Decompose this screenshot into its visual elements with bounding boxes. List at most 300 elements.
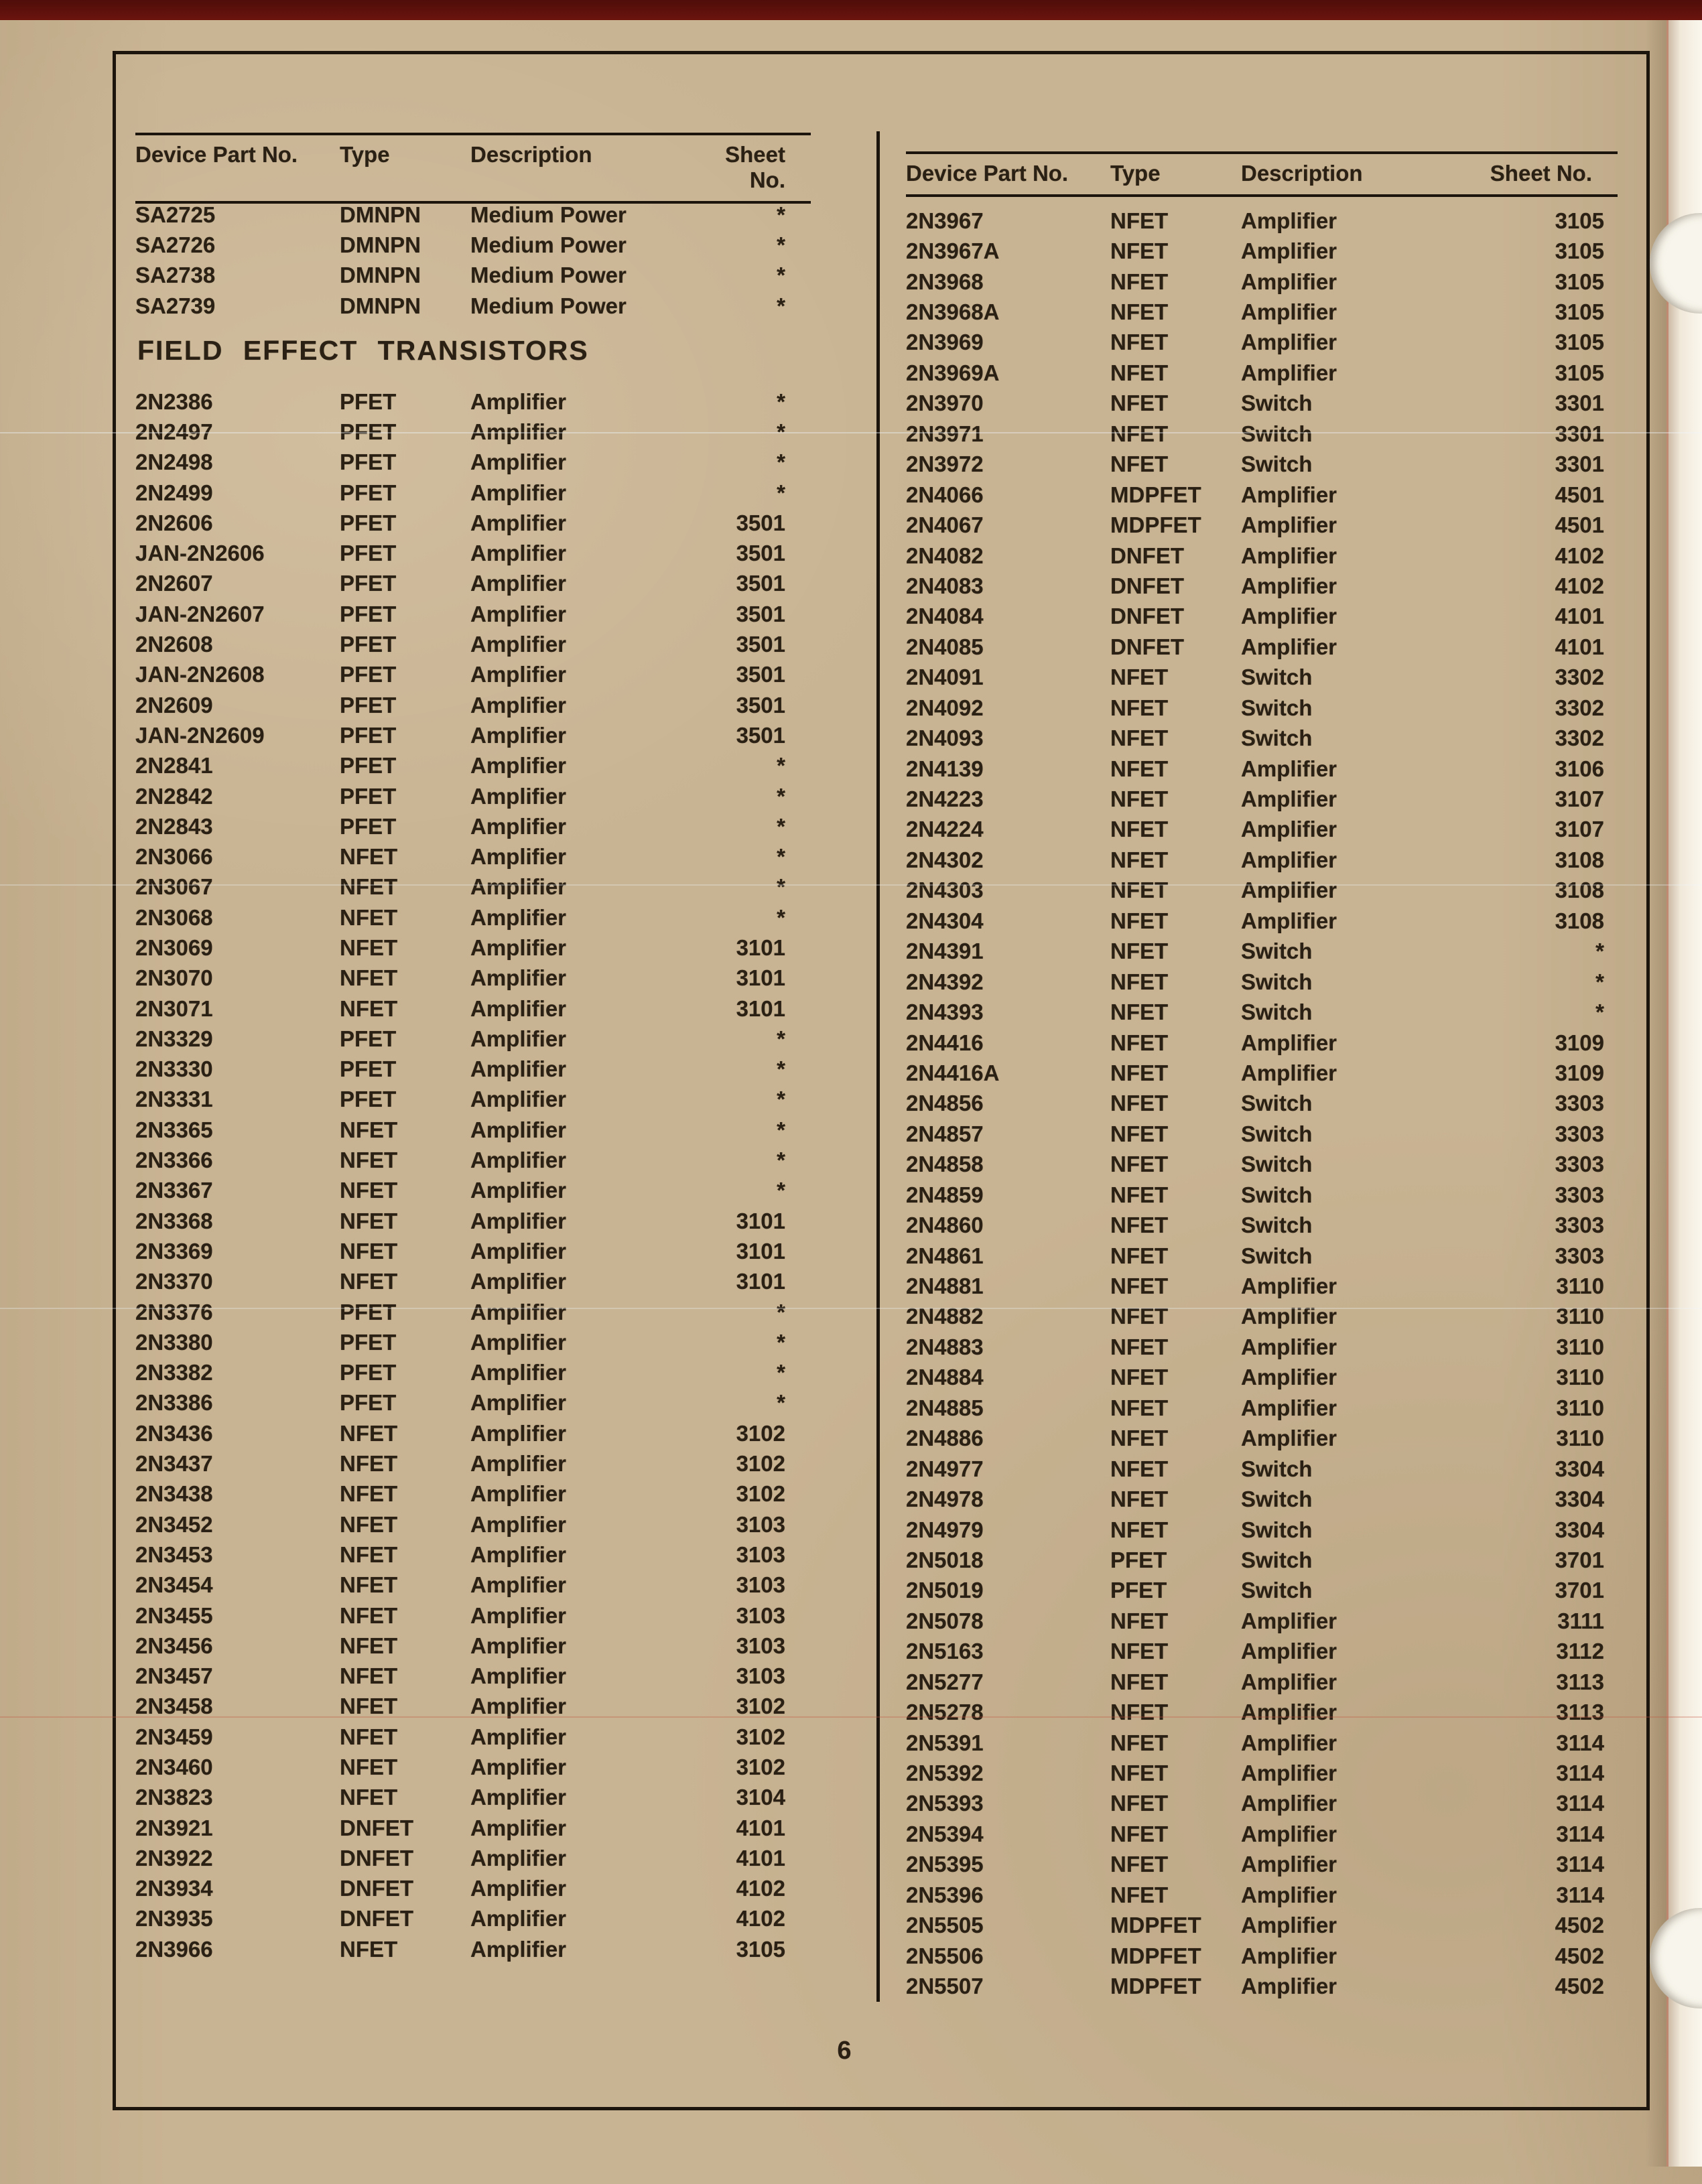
cell-part: 2N4304 [906, 908, 984, 933]
cell-desc: Switch [1241, 1121, 1313, 1146]
cell-part: 2N4859 [906, 1182, 984, 1207]
cell-sheet: 3303 [1555, 1243, 1604, 1268]
cell-type: NFET [1110, 1426, 1169, 1451]
cell-type: NFET [340, 965, 398, 991]
cell-part: 2N4302 [906, 847, 984, 872]
cell-sheet: 3501 [736, 692, 785, 718]
cell-desc: Amplifier [470, 692, 567, 718]
table-row [906, 1971, 1618, 2001]
table-row [135, 1297, 811, 1327]
table-row [135, 872, 811, 902]
cell-part: 2N5277 [906, 1669, 984, 1694]
cell-desc: Amplifier [470, 1056, 567, 1082]
cell-type: PFET [340, 1360, 397, 1385]
table-row [135, 1600, 811, 1631]
cell-part: 2N5278 [906, 1700, 984, 1725]
cell-sheet: * [777, 1178, 785, 1203]
table-left-intro-rows [135, 200, 811, 321]
cell-sheet: 3102 [736, 1481, 785, 1507]
table-row [906, 1606, 1618, 1636]
cell-part: 2N5396 [906, 1882, 984, 1907]
cell-part: 2N3454 [135, 1572, 213, 1598]
table-row [906, 1515, 1618, 1545]
cell-type: MDPFET [1110, 1943, 1201, 1968]
table-row [906, 1119, 1618, 1149]
cell-sheet: 3107 [1555, 817, 1604, 842]
cell-desc: Amplifier [470, 571, 567, 596]
cell-desc: Amplifier [1241, 1395, 1337, 1420]
table-row [135, 1267, 811, 1297]
cell-sheet: * [777, 1299, 785, 1324]
cell-desc: Amplifier [470, 510, 567, 535]
cell-part: 2N3968 [906, 269, 984, 294]
table-row [906, 328, 1618, 358]
cell-part: 2N4884 [906, 1365, 984, 1390]
cell-desc: Amplifier [1241, 908, 1337, 933]
table-row [135, 902, 811, 933]
table-row [906, 236, 1618, 266]
table-row [906, 1089, 1618, 1119]
cell-part: 2N4067 [906, 513, 984, 538]
cell-part: 2N3934 [135, 1876, 213, 1901]
cell-desc: Amplifier [470, 1876, 567, 1901]
cell-desc: Switch [1241, 1152, 1313, 1177]
cell-sheet: 3501 [736, 601, 785, 626]
table-row [135, 599, 811, 629]
cell-sheet: 3101 [736, 996, 785, 1021]
cell-desc: Amplifier [470, 1815, 567, 1840]
cell-desc: Amplifier [1241, 330, 1337, 355]
cell-type: PFET [340, 783, 397, 809]
cell-sheet: 3301 [1555, 452, 1604, 477]
table-row [135, 629, 811, 659]
cell-type: NFET [1110, 1365, 1169, 1390]
cell-sheet: * [777, 753, 785, 778]
cell-desc: Switch [1241, 1517, 1313, 1542]
cell-desc: Amplifier [1241, 787, 1337, 812]
cell-desc: Amplifier [470, 935, 567, 960]
cell-sheet: 3105 [1555, 330, 1604, 355]
cell-part: 2N3968A [906, 299, 1000, 325]
cell-type: MDPFET [1110, 1913, 1201, 1938]
cell-desc: Amplifier [1241, 238, 1337, 264]
cell-sheet: 3303 [1555, 1091, 1604, 1116]
cell-part: 2N3330 [135, 1056, 213, 1082]
table-row [906, 1180, 1618, 1210]
cell-sheet: * [777, 1390, 785, 1416]
cell-type: NFET [1110, 1243, 1169, 1268]
table-row [135, 720, 811, 750]
cell-type: NFET [1110, 1730, 1169, 1755]
cell-desc: Amplifier [1241, 573, 1337, 598]
cell-part: 2N5395 [906, 1852, 984, 1877]
table-row [135, 1448, 811, 1479]
cell-sheet: 3302 [1555, 695, 1604, 720]
cell-sheet: 3106 [1555, 756, 1604, 781]
cell-type: NFET [1110, 1669, 1169, 1694]
cell-sheet: 3304 [1555, 1456, 1604, 1481]
table-row [135, 1206, 811, 1236]
cell-part: 2N2386 [135, 389, 213, 414]
cell-type: NFET [340, 1755, 398, 1779]
cell-part: 2N3459 [135, 1724, 213, 1749]
cell-sheet: 3110 [1556, 1365, 1604, 1390]
cell-type: PFET [340, 601, 397, 626]
cell-part: 2N4085 [906, 634, 984, 659]
cell-desc: Switch [1241, 665, 1313, 690]
table-row [135, 387, 811, 417]
cell-type: DMNPN [340, 202, 421, 227]
cell-type: DNFET [340, 1876, 413, 1901]
cell-desc: Amplifier [1241, 482, 1337, 507]
cell-part: 2N3458 [135, 1694, 213, 1719]
cell-part: 2N3456 [135, 1633, 213, 1658]
cell-desc: Amplifier [1241, 1943, 1337, 1968]
cell-desc: Amplifier [470, 1845, 567, 1870]
cell-sheet: 3103 [736, 1572, 785, 1598]
table-row [906, 571, 1618, 601]
cell-part: 2N3329 [135, 1026, 213, 1051]
cell-sheet: 3102 [736, 1420, 785, 1446]
cell-sheet: 3102 [736, 1451, 785, 1477]
cell-sheet: * [777, 1026, 785, 1051]
cell-part: 2N5018 [906, 1547, 984, 1572]
cell-type: NFET [1110, 299, 1169, 325]
cell-sheet: 3105 [1555, 238, 1604, 264]
cell-desc: Amplifier [1241, 1274, 1337, 1299]
cell-part: 2N2841 [135, 753, 213, 778]
cell-type: NFET [1110, 1882, 1169, 1907]
cell-part: 2N3370 [135, 1269, 213, 1294]
cell-part: 2N3966 [135, 1936, 213, 1962]
cell-sheet: * [777, 389, 785, 414]
table-row [906, 358, 1618, 388]
cell-type: NFET [340, 1663, 398, 1689]
cell-desc: Amplifier [470, 662, 567, 687]
table-row [906, 632, 1618, 662]
header-device-part-no: Device Part No. [906, 161, 1069, 186]
cell-part: 2N4224 [906, 817, 984, 842]
table-row [135, 261, 811, 291]
table-row [906, 937, 1618, 967]
cell-part: 2N3437 [135, 1451, 213, 1477]
cell-type: NFET [1110, 939, 1169, 964]
cell-desc: Amplifier [470, 1663, 567, 1689]
cell-sheet: 3114 [1556, 1882, 1604, 1907]
cell-sheet: * [777, 1329, 785, 1355]
cell-sheet: 3101 [736, 1269, 785, 1294]
table-row [135, 230, 811, 260]
cell-sheet: 3303 [1555, 1182, 1604, 1207]
cell-part: 2N3369 [135, 1238, 213, 1264]
cell-sheet: 3114 [1556, 1791, 1604, 1816]
table-row [135, 811, 811, 841]
table-row [135, 1054, 811, 1085]
cell-desc: Amplifier [470, 965, 567, 991]
cell-type: NFET [340, 1511, 398, 1537]
cell-part: 2N5391 [906, 1730, 984, 1755]
cell-desc: Switch [1241, 1213, 1313, 1238]
cell-sheet: 3112 [1556, 1639, 1604, 1664]
cell-sheet: 4502 [1555, 1913, 1604, 1938]
cell-desc: Amplifier [1241, 543, 1337, 568]
cell-type: PFET [340, 389, 397, 414]
cell-desc: Amplifier [1241, 1639, 1337, 1664]
cell-part: 2N5393 [906, 1791, 984, 1816]
cell-sheet: 3114 [1556, 1761, 1604, 1786]
cell-desc: Amplifier [470, 632, 567, 657]
scan-edge-top [0, 0, 1702, 20]
table-row [906, 1484, 1618, 1514]
cell-sheet: 3101 [736, 935, 785, 960]
cell-sheet: 3109 [1555, 1060, 1604, 1085]
table-row [135, 751, 811, 781]
cell-type: PFET [340, 450, 397, 475]
cell-sheet: 3110 [1556, 1426, 1604, 1451]
scan-edge-right [1668, 20, 1702, 2167]
cell-part: 2N3368 [135, 1208, 213, 1233]
cell-type: NFET [1110, 360, 1169, 385]
cell-type: NFET [340, 1633, 398, 1658]
cell-part: 2N3972 [906, 452, 984, 477]
cell-type: NFET [340, 996, 398, 1021]
cell-part: 2N3367 [135, 1178, 213, 1203]
table-row [135, 1874, 811, 1904]
cell-part: 2N4082 [906, 543, 984, 568]
cell-sheet: 3105 [1555, 299, 1604, 325]
table-row [135, 1631, 811, 1661]
cell-sheet: 3110 [1556, 1334, 1604, 1359]
cell-sheet: 3103 [736, 1542, 785, 1567]
table-row [135, 508, 811, 538]
cell-desc: Switch [1241, 452, 1313, 477]
cell-part: 2N3452 [135, 1511, 213, 1537]
header-description: Description [1241, 161, 1363, 186]
cell-part: 2N3967A [906, 238, 1000, 264]
cell-desc: Amplifier [1241, 1608, 1337, 1633]
cell-part: 2N5019 [906, 1578, 984, 1603]
cell-sheet: 3701 [1555, 1547, 1604, 1572]
cell-part: 2N4084 [906, 604, 984, 629]
cell-part: 2N3935 [135, 1906, 213, 1931]
table-row [906, 1454, 1618, 1484]
cell-sheet: 4501 [1555, 482, 1604, 507]
table-row [906, 1697, 1618, 1727]
cell-part: 2N4857 [906, 1121, 984, 1146]
cell-type: NFET [1110, 1121, 1169, 1146]
cell-part: 2N3366 [135, 1148, 213, 1173]
cell-part: 2N3331 [135, 1087, 213, 1112]
cell-sheet: 3304 [1555, 1487, 1604, 1512]
cell-part: 2N3066 [135, 844, 213, 870]
cell-desc: Amplifier [470, 1481, 567, 1507]
cell-desc: Amplifier [1241, 1913, 1337, 1938]
table-row [906, 693, 1618, 723]
cell-desc: Amplifier [470, 1633, 567, 1658]
cell-desc: Amplifier [1241, 208, 1337, 233]
cell-sheet: 3101 [736, 1238, 785, 1264]
cell-desc: Amplifier [470, 1755, 567, 1779]
table-row [906, 541, 1618, 571]
cell-type: MDPFET [1110, 482, 1201, 507]
cell-type: NFET [340, 904, 398, 930]
cell-part: 2N4979 [906, 1517, 984, 1542]
cell-type: NFET [1110, 1608, 1169, 1633]
cell-sheet: * [777, 1148, 785, 1173]
cell-sheet: 3105 [1555, 208, 1604, 233]
cell-part: 2N4139 [906, 756, 984, 781]
table-row [135, 963, 811, 994]
cell-part: 2N2497 [135, 419, 213, 444]
cell-part: 2N4416A [906, 1060, 1000, 1085]
cell-sheet: 3113 [1556, 1700, 1604, 1725]
cell-part: 2N3969A [906, 360, 1000, 385]
cell-sheet: 3303 [1555, 1152, 1604, 1177]
cell-type: NFET [1110, 1761, 1169, 1786]
cell-part: 2N4391 [906, 939, 984, 964]
cell-sheet: 4101 [736, 1815, 785, 1840]
cell-sheet: 3114 [1556, 1821, 1604, 1846]
cell-part: 2N3969 [906, 330, 984, 355]
cell-sheet: * [777, 1117, 785, 1142]
cell-type: PFET [340, 1087, 397, 1112]
cell-sheet: * [777, 293, 785, 318]
table-row [906, 663, 1618, 693]
cell-sheet: * [777, 232, 785, 257]
cell-desc: Amplifier [470, 1299, 567, 1324]
cell-desc: Switch [1241, 1182, 1313, 1207]
cell-desc: Amplifier [470, 601, 567, 626]
cell-type: NFET [1110, 1791, 1169, 1816]
cell-type: PFET [340, 1329, 397, 1355]
cell-type: NFET [1110, 1304, 1169, 1329]
cell-part: 2N3823 [135, 1785, 213, 1810]
cell-sheet: 4102 [1555, 573, 1604, 598]
cell-sheet: * [777, 1056, 785, 1082]
cell-part: 2N4091 [906, 665, 984, 690]
cell-part: 2N2842 [135, 783, 213, 809]
cell-desc: Amplifier [470, 480, 567, 505]
cell-type: DNFET [340, 1815, 413, 1840]
cell-type: PFET [340, 632, 397, 657]
cell-part: 2N5163 [906, 1639, 984, 1664]
cell-sheet: 3103 [736, 1511, 785, 1537]
cell-desc: Amplifier [470, 1572, 567, 1598]
table-row [906, 1576, 1618, 1606]
cell-type: NFET [1110, 1639, 1169, 1664]
table-row [135, 1934, 811, 1964]
cell-desc: Medium Power [470, 293, 627, 318]
cell-desc: Amplifier [470, 450, 567, 475]
table-row [906, 206, 1618, 236]
cell-desc: Amplifier [470, 1208, 567, 1233]
cell-part: 2N2607 [135, 571, 213, 596]
cell-desc: Amplifier [1241, 1030, 1337, 1055]
cell-sheet: 3108 [1555, 908, 1604, 933]
cell-desc: Amplifier [470, 874, 567, 900]
table-row [906, 1880, 1618, 1910]
cell-desc: Amplifier [470, 1269, 567, 1294]
cell-desc: Amplifier [470, 419, 567, 444]
cell-type: NFET [1110, 665, 1169, 690]
table-row [135, 1176, 811, 1206]
cell-sheet: 3301 [1555, 421, 1604, 446]
cell-sheet: 3302 [1555, 665, 1604, 690]
cell-type: DNFET [340, 1845, 413, 1870]
cell-desc: Amplifier [1241, 756, 1337, 781]
cell-sheet: 4102 [736, 1906, 785, 1931]
cell-type: NFET [1110, 391, 1169, 416]
cell-sheet: * [777, 1087, 785, 1112]
table-row [135, 1752, 811, 1782]
cell-sheet: 3105 [1555, 269, 1604, 294]
table-row [135, 1085, 811, 1115]
cell-type: NFET [340, 874, 398, 900]
cell-part: 2N3460 [135, 1755, 213, 1779]
cell-desc: Amplifier [1241, 299, 1337, 325]
cell-sheet: 3304 [1555, 1517, 1604, 1542]
cell-part: 2N4093 [906, 726, 984, 751]
table-row [906, 1150, 1618, 1180]
cell-type: NFET [1110, 452, 1169, 477]
table-row [135, 1509, 811, 1540]
cell-sheet: * [777, 480, 785, 505]
cell-type: NFET [1110, 878, 1169, 903]
cell-desc: Amplifier [470, 753, 567, 778]
cell-desc: Amplifier [470, 1542, 567, 1567]
table-row [906, 1302, 1618, 1332]
cell-sheet: 3301 [1555, 391, 1604, 416]
cell-desc: Amplifier [470, 1360, 567, 1385]
cell-type: PFET [340, 510, 397, 535]
cell-part: 2N4416 [906, 1030, 984, 1055]
cell-part: 2N3068 [135, 904, 213, 930]
cell-type: PFET [340, 662, 397, 687]
cell-desc: Amplifier [1241, 1761, 1337, 1786]
cell-part: 2N3970 [906, 391, 984, 416]
table-row [135, 1540, 811, 1570]
cell-part: 2N3386 [135, 1390, 213, 1416]
table-row [135, 1783, 811, 1813]
cell-desc: Amplifier [470, 1117, 567, 1142]
table-row [906, 1271, 1618, 1301]
table-row [135, 1722, 811, 1752]
table-row [906, 389, 1618, 419]
cell-part: 2N5078 [906, 1608, 984, 1633]
cell-type: MDPFET [1110, 1974, 1201, 1999]
cell-sheet: 3103 [736, 1602, 785, 1628]
table-row [906, 510, 1618, 540]
cell-sheet: 3109 [1555, 1030, 1604, 1055]
cell-part: SA2738 [135, 263, 216, 288]
cell-desc: Amplifier [1241, 1365, 1337, 1390]
cell-sheet: 3103 [736, 1663, 785, 1689]
cell-part: 2N2609 [135, 692, 213, 718]
cell-sheet: * [777, 813, 785, 839]
table-row [135, 1358, 811, 1388]
cell-part: 2N3067 [135, 874, 213, 900]
cell-sheet: 3101 [736, 965, 785, 991]
cell-desc: Switch [1241, 969, 1313, 994]
cell-part: 2N3971 [906, 421, 984, 446]
cell-type: NFET [1110, 847, 1169, 872]
cell-type: NFET [340, 1785, 398, 1810]
table-row [906, 1545, 1618, 1575]
cell-type: NFET [340, 1602, 398, 1628]
cell-desc: Amplifier [470, 1420, 567, 1446]
cell-type: PFET [340, 1026, 397, 1051]
header-sheet-no: Sheet No. [725, 142, 785, 192]
